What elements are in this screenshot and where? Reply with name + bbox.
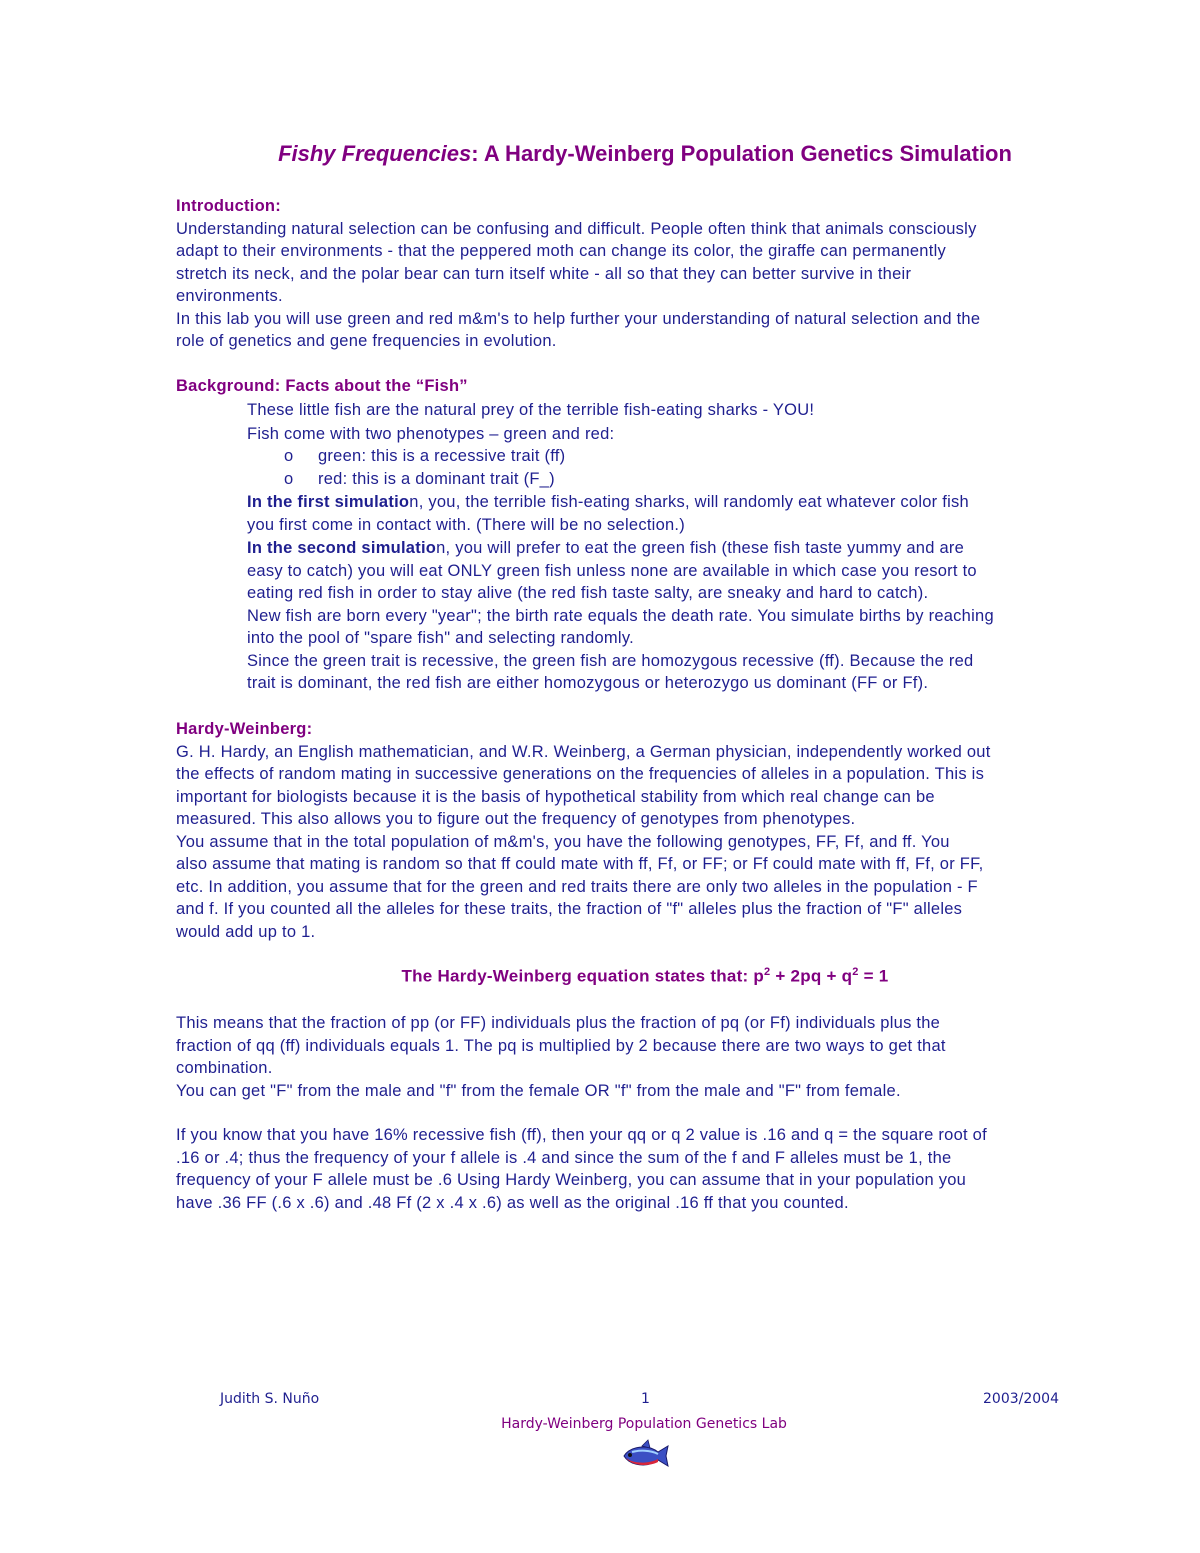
births-line: into the pool of "spare fish" and selecting randomly.	[247, 629, 634, 647]
intro-line: In this lab you will use green and red m&m's to help further your understanding of natural selection and the	[176, 309, 981, 328]
explanation-line: You can get "F" from the male and "f" from the female OR "f" from the male and "F" from female.	[176, 1081, 901, 1100]
hw-line: the effects of random mating in successive generations on the frequencies of alleles in a population. This is	[176, 765, 985, 783]
hw-line: and f. If you counted all the alleles for these traits, the fraction of "f" alleles plus the fraction of "F" alleles	[176, 900, 963, 918]
equation-mid: + 2pq + q	[770, 966, 853, 986]
intro-line: Understanding natural selection can be confusing and difficult. People often think that animals consciously	[176, 219, 977, 238]
example-section	[176, 1124, 1136, 1214]
introduction-heading: Introduction:	[176, 197, 281, 215]
page-title	[0, 141, 1200, 167]
second-simulation-paragraph	[247, 537, 1127, 695]
hw-line: You assume that in the total population of m&m's, you have the following genotypes, FF, Ff, and ff. You	[176, 832, 950, 851]
bullet-red	[284, 468, 555, 491]
example-line: frequency of your F allele must be .6 Using Hardy Weinberg, you can assume that in your population you	[176, 1171, 967, 1189]
first-simulation-bold: In the first simulatio	[247, 493, 410, 511]
footer-page-number: 1	[641, 1391, 650, 1407]
hw-line: also assume that mating is random so that ff could mate with ff, Ff, or FF; or Ff could mate with ff, Ff, or FF,	[176, 855, 984, 873]
bullet-mark: o	[284, 447, 294, 465]
bullet-red-text: red: this is a dominant trait (F_)	[318, 470, 555, 488]
hw-line: measured. This also allows you to figure out the frequency of genotypes from phenotypes.	[176, 810, 856, 828]
intro-line: role of genetics and gene frequencies in evolution.	[176, 332, 557, 350]
equation-tail: = 1	[858, 966, 889, 986]
second-simulation-line: easy to catch) you will eat ONLY green fish unless none are available in which case you resort to	[247, 561, 977, 580]
hardy-weinberg-equation	[0, 966, 1200, 987]
fish-icon	[618, 1438, 670, 1474]
footer-year: 2003/2004	[983, 1391, 1059, 1407]
footer-author: Judith S. Nuño	[220, 1391, 320, 1407]
second-simulation-line: eating red fish in order to stay alive (the red fish taste salty, are sneaky and hard to catch).	[247, 584, 929, 602]
hw-line: important for biologists because it is the basis of hypothetical stability from which real change can be	[176, 787, 935, 806]
hardy-weinberg-section	[176, 718, 1136, 943]
explanation-line: This means that the fraction of pp (or FF) individuals plus the fraction of pq (or Ff) individuals plus the	[176, 1014, 941, 1032]
births-line: New fish are born every "year"; the birth rate equals the death rate. You simulate births by reaching	[247, 606, 994, 625]
background-heading: Background: Facts about the “Fish”	[176, 377, 468, 395]
title-rest: : A Hardy-Weinberg Population Genetics Simulation	[471, 141, 1012, 166]
equation-superscript: 2	[852, 966, 859, 978]
background-phenotypes-line: Fish come with two phenotypes – green and red:	[247, 425, 615, 443]
explanation-line: combination.	[176, 1059, 273, 1077]
trait-line: Since the green trait is recessive, the green fish are homozygous recessive (ff). Because the red	[247, 651, 974, 670]
explanation-line: fraction of qq (ff) individuals equals 1. The pq is multiplied by 2 because there are two ways to get that	[176, 1036, 946, 1055]
equation-superscript: 2	[764, 966, 771, 978]
background-prey-line: These little fish are the natural prey of the terrible fish-eating sharks - YOU!	[247, 401, 815, 419]
footer-lab-name: Hardy-Weinberg Population Genetics Lab	[501, 1416, 787, 1432]
example-line: If you know that you have 16% recessive fish (ff), then your qq or q 2 value is .16 and q = the square root of	[176, 1126, 987, 1144]
equation-lead: The Hardy-Weinberg equation states that: p	[401, 966, 765, 986]
hardy-weinberg-heading: Hardy-Weinberg:	[176, 720, 313, 738]
second-simulation-bold: In the second simulatio	[247, 539, 437, 557]
intro-line: environments.	[176, 287, 283, 305]
first-simulation-text: n, you, the terrible fish-eating sharks, will randomly eat whatever color fish	[409, 493, 969, 511]
bullet-green	[284, 445, 565, 468]
bullet-green-text: green: this is a recessive trait (ff)	[318, 447, 566, 465]
explanation-section	[176, 1012, 1136, 1102]
example-line: have .36 FF (.6 x .6) and .48 Ff (2 x .4 x .6) as well as the original .16 ff that you counted.	[176, 1193, 849, 1212]
hw-line: G. H. Hardy, an English mathematician, and W.R. Weinberg, a German physician, independently worked out	[176, 742, 991, 761]
example-line: .16 or .4; thus the frequency of your f allele is .4 and since the sum of the f and F alleles must be 1, the	[176, 1148, 952, 1167]
hw-line: etc. In addition, you assume that for the green and red traits there are only two alleles in the population - F	[176, 877, 978, 896]
title-italic: Fishy Frequencies	[278, 141, 472, 166]
introduction-section	[176, 195, 1136, 353]
bullet-mark: o	[284, 470, 294, 488]
intro-line: adapt to their environments - that the peppered moth can change its color, the giraffe can permanently	[176, 242, 946, 260]
first-simulation-paragraph	[247, 491, 1127, 536]
intro-line: stretch its neck, and the polar bear can turn itself white - all so that they can better survive in their	[176, 264, 912, 283]
trait-line: trait is dominant, the red fish are either homozygous or heterozygo us dominant (FF or Ff).	[247, 674, 929, 692]
second-simulation-text: n, you will prefer to eat the green fish (these fish taste yummy and are	[436, 539, 965, 557]
hw-line: would add up to 1.	[176, 922, 316, 941]
first-simulation-line: you first come in contact with. (There will be no selection.)	[247, 515, 686, 534]
